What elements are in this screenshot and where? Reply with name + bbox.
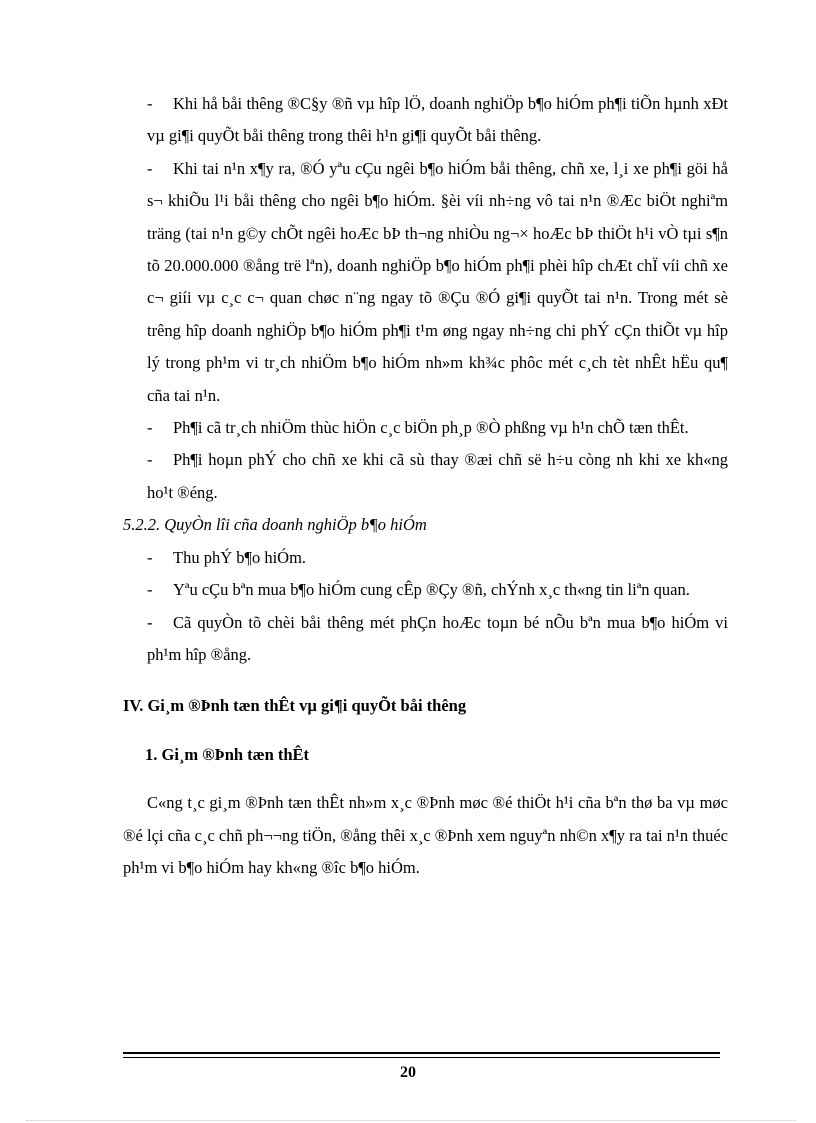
- paragraph-5: [123, 542, 728, 574]
- paragraph-text: Yªu cÇu bªn mua b¶o hiÓm cung cÊp ®Çy ®ñ, chÝnh x¸c th«ng tin liªn quan.: [173, 580, 690, 600]
- paragraph-4: [123, 444, 728, 509]
- paragraph-2: [123, 153, 728, 412]
- page-number: 20: [400, 1064, 416, 1081]
- paragraph-text: Thu phÝ b¶o hiÓm.: [173, 547, 307, 567]
- paragraph-text: Ph¶i hoµn phÝ cho chñ xe khi cã sù thay ®æi chñ së h÷u còng nh khi xe kh«ng ho¹t ®éng.: [147, 450, 728, 502]
- bullet-dash: -: [147, 158, 153, 178]
- bullet-dash: -: [147, 612, 153, 632]
- paragraph-text: Cã quyÒn tõ chèi båi thêng mét phÇn hoÆc toµn bé nÕu bªn mua b¶o hiÓm vi ph¹m hîp ®ång.: [147, 612, 728, 664]
- bullet-dash: -: [147, 94, 153, 113]
- page-content: [123, 88, 728, 884]
- paragraph-1: [123, 88, 728, 153]
- bullet-dash: -: [147, 450, 153, 470]
- heading-subsection-1: 1. Gi¸m ®Þnh tæn thÊt: [145, 744, 310, 764]
- paragraph-7: [123, 607, 728, 672]
- bullet-dash: -: [147, 418, 153, 438]
- paragraph-3: [123, 412, 728, 444]
- page-bottom-dotted-line: [26, 1120, 796, 1121]
- paragraph-text: Ph¶i cã tr¸ch nhiÖm thùc hiÖn c¸c biÖn ph¸p ®Ò phßng vµ h¹n chÕ tæn thÊt.: [173, 418, 689, 438]
- bullet-dash: -: [147, 547, 153, 567]
- bullet-dash: -: [147, 580, 153, 600]
- paragraph-text: Khi hå båi thêng ®C§y ®ñ vµ hîp lÖ, doanh nghiÖp b¶o hiÓm ph¶i tiÕn hµnh xÐt vµ gi¶i quyÕt båi thêng trong thêi h¹n gi¶i quyÕt båi thêng.: [147, 94, 728, 146]
- section-subheading: 5.2.2. QuyÒn lîi cña doanh nghiÖp b¶o hiÓm: [123, 515, 427, 535]
- body-paragraph: C«ng t¸c gi¸m ®Þnh tæn thÊt nh»m x¸c ®Þnh møc ®é thiÖt h¹i cña bªn thø ba vµ møc ®é lçi cña c¸c chñ ph¬¬ng tiÖn, ®ång thêi x¸c ®Þnh xem nguyªn nh©n x¶y ra tai n¹n thuéc ph¹m vi b¶o hiÓm hay kh«ng ®îc b¶o hiÓm.: [123, 793, 728, 877]
- footer-divider: [123, 1052, 720, 1058]
- heading-section-iv: IV. Gi¸m ®Þnh tæn thÊt vµ gi¶i quyÕt båi thêng: [123, 696, 467, 716]
- paragraph-6: [123, 574, 728, 606]
- paragraph-text: Khi tai n¹n x¶y ra, ®Ó yªu cÇu ngêi b¶o hiÓm båi thêng, chñ xe, l¸i xe ph¶i göi hå s¬ khiÕu l¹i båi thêng cho ngêi b¶o hiÓm. §èi víi nh÷ng vô tai n¹n ®Æc biÖt nghiªm träng (tai n¹n g©y chÕt ngêi hoÆc bÞ th¬ng nhiÒu ng¬× hoÆc bÞ thiÖt h¹i vÒ tµi s¶n tõ 20.000.000 ®ång trë lªn), doanh nghiÖp b¶o hiÓm ph¶i phèi hîp chÆt chÏ víi chñ xe c¬ giíi vµ c¸c c¬ quan chøc n¨ng ngay tõ ®Çu ®Ó gi¶i quyÕt tai n¹n. Trong mét sè trêng hîp doanh nghiÖp b¶o hiÓm ph¶i t¹m øng ngay nh÷ng chi phÝ cÇn thiÕt vµ hîp lý trong ph¹m vi tr¸ch nhiÖm b¶o hiÓm nh»m kh¾c phôc mét c¸ch tèt nhÊt hËu qu¶ cña tai n¹n.: [147, 158, 728, 405]
